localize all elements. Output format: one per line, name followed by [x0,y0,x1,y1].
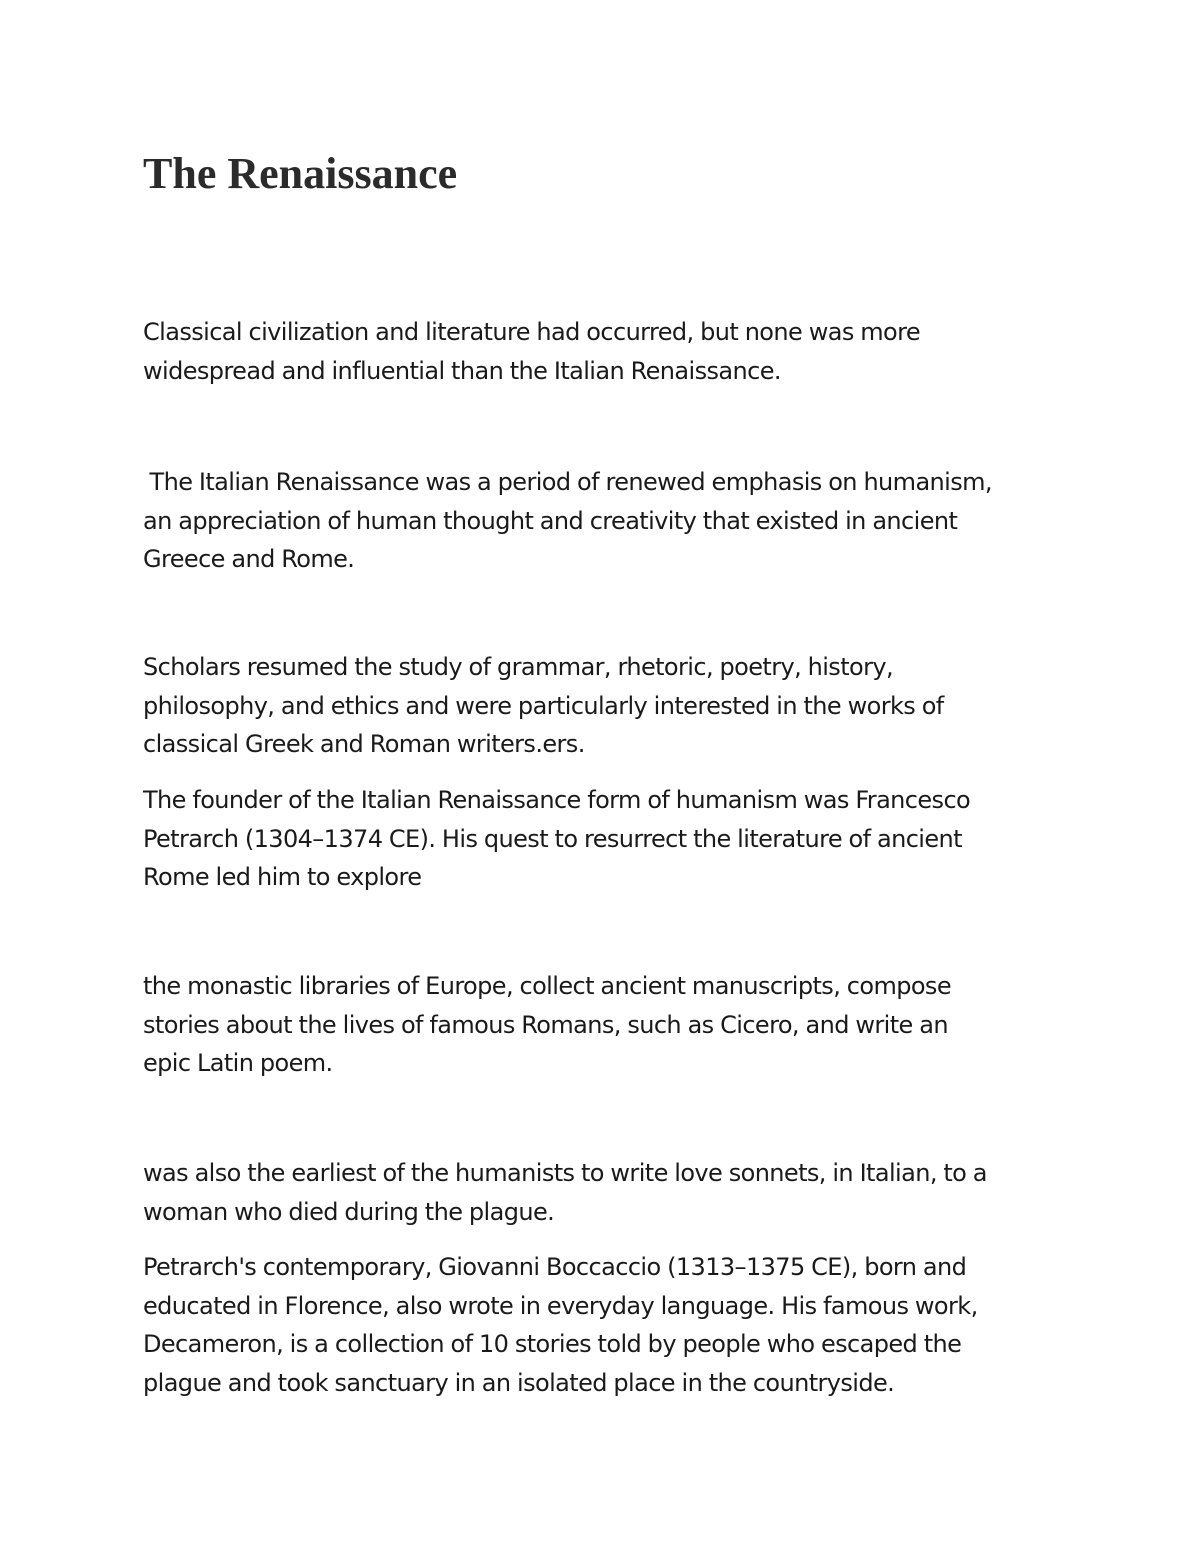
paragraph-line: Greece and Rome. [143,545,355,573]
paragraph-line: The Italian Renaissance was a period of renewed emphasis on humanism, [143,468,992,496]
paragraph-line: classical Greek and Roman writers.ers. [143,730,585,758]
paragraph-line: woman who died during the plague. [143,1197,555,1226]
paragraph-line: Scholars resumed the study of grammar, rhetoric, poetry, history, [143,653,893,681]
paragraph-line: philosophy, and ethics and were particularly interested in the works of [143,691,944,720]
paragraph-line: widespread and influential than the Italian Renaissance. [143,356,781,385]
paragraph-line: educated in Florence, also wrote in everyday language. His famous work, [143,1291,978,1320]
paragraph-scholars [143,648,1073,764]
paragraph-sonnets [143,1154,1073,1231]
paragraph-line: the monastic libraries of Europe, collect ancient manuscripts, compose [143,972,952,1000]
paragraph-libraries [143,967,1073,1083]
paragraph-line: Petrarch's contemporary, Giovanni Boccaccio (1313–1375 CE), born and [143,1253,967,1281]
paragraph-line: plague and took sanctuary in an isolated place in the countryside. [143,1368,895,1397]
paragraph-line: Rome led him to explore [143,863,422,891]
paragraph-humanism [143,463,1073,579]
paragraph-line: The founder of the Italian Renaissance form of humanism was Francesco [143,786,971,814]
page-title: The Renaissance [143,149,458,198]
paragraph-line: was also the earliest of the humanists to write love sonnets, in Italian, to a [143,1159,987,1187]
paragraph-line: Petrarch (1304–1374 CE). His quest to resurrect the literature of ancient [143,824,962,853]
paragraph-petrarch [143,781,1073,897]
paragraph-line: stories about the lives of famous Romans, such as Cicero, and write an [143,1010,948,1039]
paragraph-line: an appreciation of human thought and creativity that existed in ancient [143,506,958,535]
paragraph-line: Decameron, is a collection of 10 stories told by people who escaped the [143,1330,962,1358]
paragraph-boccaccio [143,1248,1073,1402]
paragraph-line: epic Latin poem. [143,1049,333,1077]
paragraph-intro [143,313,1073,390]
paragraph-line: Classical civilization and literature had occurred, but none was more [143,318,921,346]
